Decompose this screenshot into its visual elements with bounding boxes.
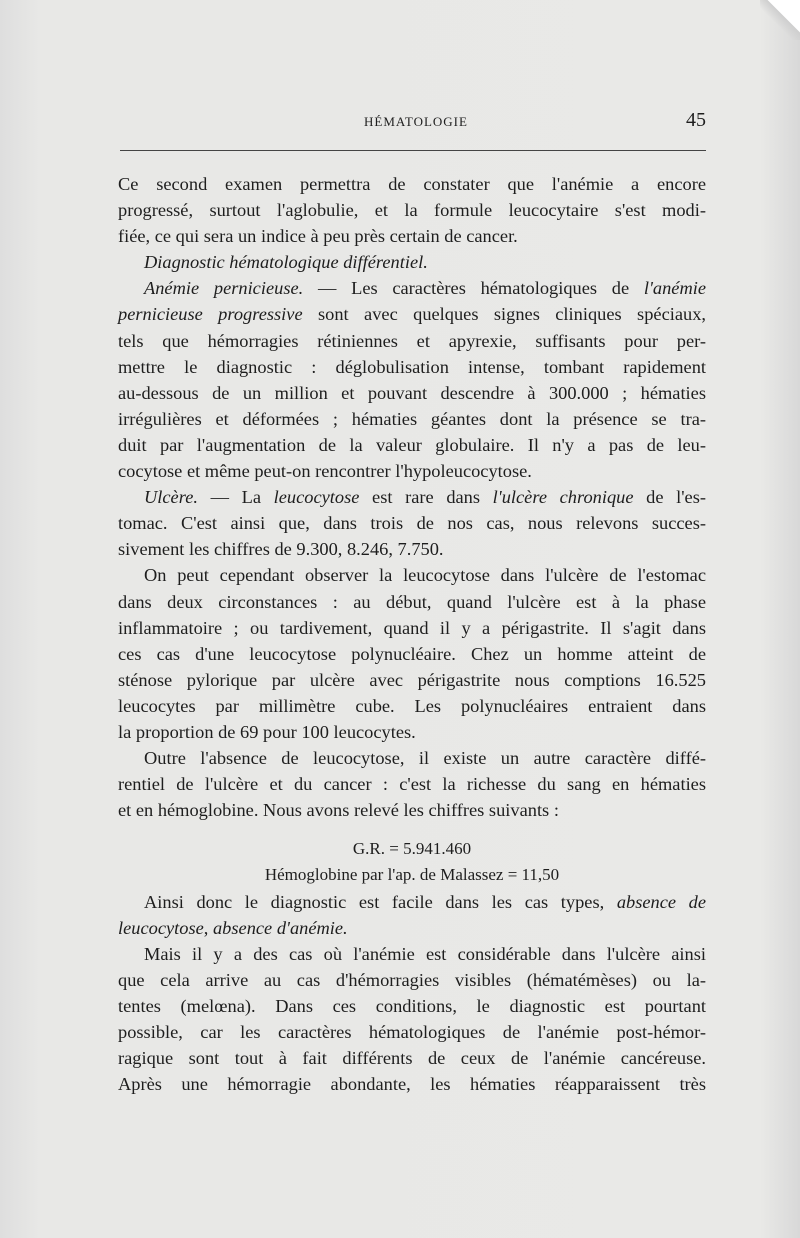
text-line — [118, 171, 706, 197]
text-line — [118, 510, 706, 536]
header-rule — [120, 150, 706, 151]
formula-line — [118, 836, 706, 862]
text-run: ragique sont tout à fait différents de ceux de l'anémie cancéreuse. — [118, 1048, 706, 1069]
text-line — [118, 993, 706, 1019]
text-run: Après une hémorragie abondante, les hématies réapparaissent très — [118, 1074, 706, 1095]
text-line — [118, 197, 706, 223]
text-line — [118, 432, 706, 458]
text-run: de l'es- — [633, 487, 706, 508]
text-line — [118, 667, 706, 693]
text-line — [118, 797, 706, 823]
text-line — [118, 719, 706, 745]
italic-text: absence de — [616, 891, 707, 912]
text-run: sont avec quelques signes cliniques spéciaux, — [302, 304, 706, 325]
text-line — [118, 693, 706, 719]
text-run: progressé, surtout l'aglobulie, et la formule leucocytaire s'est modi- — [118, 200, 706, 221]
text-run: fiée, ce qui sera un indice à peu près certain de cancer. — [118, 226, 518, 247]
italic-text: leucocytose — [273, 487, 360, 508]
text-run: au-dessous de un million et pouvant descendre à 300.000 ; hématies — [118, 382, 706, 403]
text-run: et en hémoglobine. Nous avons relevé les chiffres suivants : — [118, 800, 559, 821]
italic-text: leucocytose — [118, 917, 204, 938]
text-run: — La — [197, 487, 274, 508]
text-run: inflammatoire ; ou tardivement, quand il y a périgastrite. Il s'agit dans — [118, 617, 706, 638]
text-line — [118, 484, 706, 510]
text-run: Ainsi donc le diagnostic est facile dans les cas types, — [144, 891, 617, 912]
text-run: Ce second examen permettra de constater que l'anémie a encore — [118, 174, 706, 194]
italic-text: l'ulcère chronique — [492, 487, 634, 508]
text-run: On peut cependant observer la leucocytose dans l'ulcère de l'estomac — [144, 565, 706, 586]
text-run: est rare dans — [359, 487, 493, 508]
italic-text: Ulcère. — [144, 487, 198, 508]
text-line — [118, 406, 706, 432]
text-run: rentiel de l'ulcère et du cancer : c'est la richesse du sang en hématies — [118, 774, 706, 795]
text-run: duit par l'augmentation de la valeur globulaire. Il n'y a pas de leu- — [118, 434, 706, 455]
italic-text: pernicieuse progressive — [118, 304, 303, 325]
text-run: tels que hémorragies rétiniennes et apyrexie, suffisants pour per- — [118, 330, 706, 351]
text-run: la proportion de 69 pour 100 leucocytes. — [118, 721, 416, 742]
text-line — [118, 223, 706, 249]
text-run: Outre l'absence de leucocytose, il existe un autre caractère diffé- — [144, 748, 706, 769]
text-line — [118, 915, 706, 941]
text-run: sténose pylorique par ulcère avec périgastrite nous comptions 16.525 — [118, 669, 706, 690]
text-line — [118, 771, 706, 797]
text-run: dans deux circonstances : au début, quand l'ulcère est à la phase — [118, 591, 706, 612]
text-line — [118, 380, 706, 406]
text-line — [118, 275, 706, 301]
text-run: G.R. = 5.941.460 — [352, 839, 472, 859]
text-line — [118, 1071, 706, 1097]
text-run: , — [203, 917, 213, 938]
text-run: tomac. C'est ainsi que, dans trois de nos cas, nous relevons succes- — [118, 513, 706, 534]
text-line — [118, 1045, 706, 1071]
body-text — [118, 171, 706, 1097]
italic-text: l'anémie — [643, 278, 706, 299]
text-run: ces cas d'une leucocytose polynucléaire. Chez un homme atteint de — [118, 643, 706, 664]
text-run: leucocytes par millimètre cube. Les polynucléaires entraient dans — [118, 695, 706, 716]
text-run: Hémoglobine par l'ap. de Malassez = 11,50 — [264, 865, 560, 885]
text-run: Mais il y a des cas où l'anémie est considérable dans l'ulcère ainsi — [144, 943, 706, 964]
running-head: HÉMATOLOGIE — [364, 114, 468, 129]
text-line — [118, 458, 706, 484]
text-line — [118, 641, 706, 667]
text-run: tentes (melœna). Dans ces conditions, le diagnostic est pourtant — [118, 995, 706, 1016]
text-run: — Les caractères hématologiques de — [303, 278, 644, 299]
italic-text: absence d'anémie. — [212, 917, 348, 938]
text-run: sivement les chiffres de 9.300, 8.246, 7.750. — [118, 539, 444, 560]
text-line — [118, 249, 706, 275]
formula-line — [118, 862, 706, 888]
text-run: irrégulières et déformées ; hématies géantes dont la présence se tra- — [118, 408, 706, 429]
text-line — [118, 941, 706, 967]
text-line — [118, 967, 706, 993]
text-run: que cela arrive au cas d'hémorragies visibles (hématémèses) ou la- — [118, 969, 706, 990]
text-line — [118, 562, 706, 588]
text-line — [118, 301, 706, 327]
text-line — [118, 328, 706, 354]
text-line — [118, 1019, 706, 1045]
page-corner-fold — [760, 0, 800, 40]
page-number: 45 — [686, 109, 706, 131]
text-line — [118, 745, 706, 771]
text-line — [118, 615, 706, 641]
italic-text: Anémie pernicieuse. — [144, 278, 304, 299]
text-line — [118, 589, 706, 615]
text-run: mettre le diagnostic : déglobulisation intense, tombant rapidement — [118, 356, 706, 377]
text-line — [118, 536, 706, 562]
text-run: possible, car les caractères hématologiques de l'anémie post-hémor- — [118, 1022, 706, 1042]
text-run: cocytose et même peut-on rencontrer l'hypoleucocytose. — [118, 461, 532, 482]
text-line — [118, 889, 706, 915]
text-line — [118, 354, 706, 380]
italic-text: Diagnostic hématologique différentiel. — [144, 252, 428, 273]
